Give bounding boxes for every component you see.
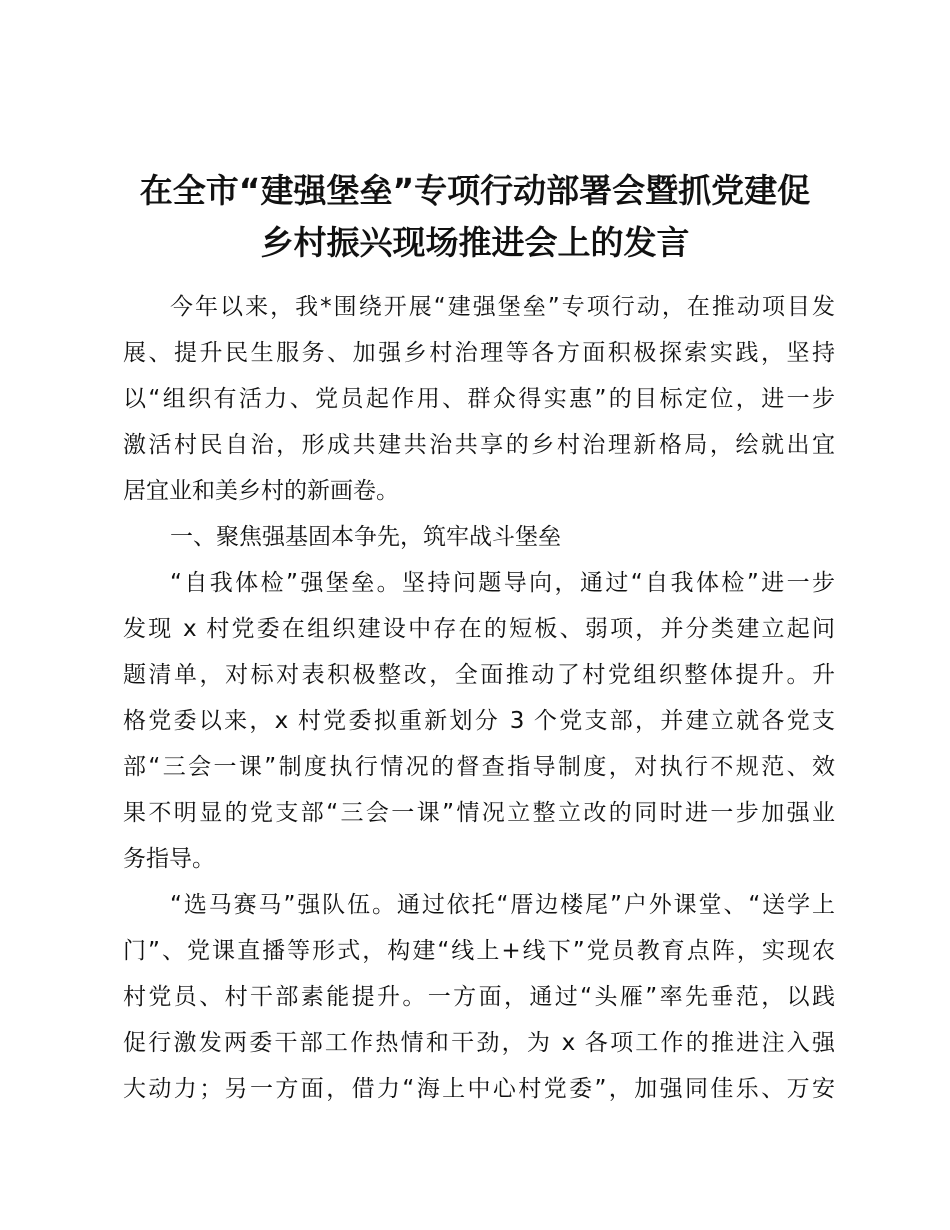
paragraph-team-line: 村党员、村干部素能提升。一方面，通过“头雁”率先垂范，以践 (123, 984, 835, 1010)
title-line-1: 在全市“建强堡垒”专项行动部署会暨抓党建促 (139, 171, 811, 210)
paragraph-intro-line: 今年以来，我*围绕开展“建强堡垒”专项行动，在推动项目发 (170, 294, 835, 320)
document-title (120, 165, 830, 269)
paragraph-team-line: 大动力；另一方面，借力“海上中心村党委”，加强同佳乐、万安 (123, 1076, 835, 1102)
paragraph-self-check-line: 格党委以来，x 村党委拟重新划分 3 个党支部，并建立就各党支 (123, 708, 835, 734)
paragraph-intro-line: 激活村民自治，形成共建共治共享的乡村治理新格局，绘就出宜 (123, 432, 835, 458)
section-heading-1: 一、聚焦强基固本争先，筑牢战斗堡垒 (170, 524, 561, 550)
paragraph-self-check-line: 题清单，对标对表积极整改，全面推动了村党组织整体提升。升 (123, 662, 835, 688)
paragraph-self-check-line: “自我体检”强堡垒。坚持问题导向，通过“自我体检”进一步 (170, 570, 835, 596)
paragraph-team-line: 促行激发两委干部工作热情和干劲，为 x 各项工作的推进注入强 (123, 1030, 835, 1056)
paragraph-self-check-line: 果不明显的党支部“三会一课”情况立整立改的同时进一步加强业 (123, 800, 835, 826)
paragraph-self-check-line: 务指导。 (123, 846, 215, 872)
title-line-2: 乡村振兴现场推进会上的发言 (260, 223, 690, 262)
paragraph-intro-line: 居宜业和美乡村的新画卷。 (123, 478, 399, 504)
paragraph-team-line: “选马赛马”强队伍。通过依托“厝边楼尾”户外课堂、“送学上 (170, 892, 835, 918)
paragraph-intro-line: 展、提升民生服务、加强乡村治理等各方面积极探索实践，坚持 (123, 340, 835, 366)
paragraph-self-check-line: 发现 x 村党委在组织建设中存在的短板、弱项，并分类建立起问 (123, 616, 835, 642)
paragraph-self-check-line: 部“三会一课”制度执行情况的督查指导制度，对执行不规范、效 (123, 754, 835, 780)
document-body (123, 284, 835, 1112)
paragraph-intro-line: 以“组织有活力、党员起作用、群众得实惠”的目标定位，进一步 (123, 386, 835, 412)
paragraph-team-line: 门”、党课直播等形式，构建“线上+线下”党员教育点阵，实现农 (123, 938, 835, 964)
